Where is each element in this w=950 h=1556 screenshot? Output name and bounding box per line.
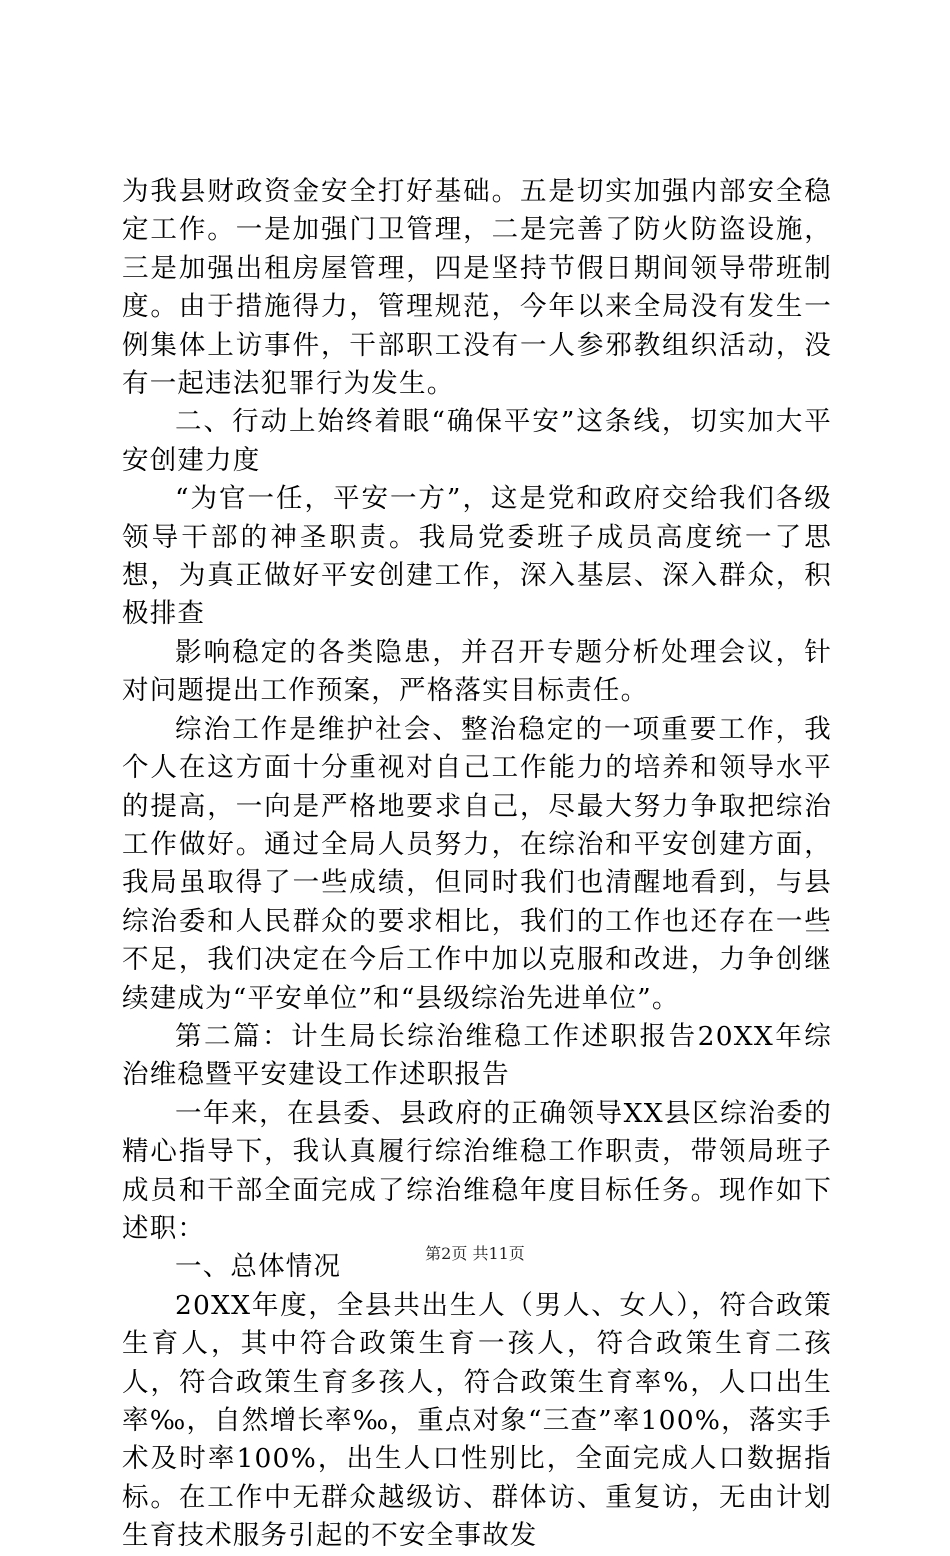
document-body bbox=[122, 173, 832, 1556]
section-heading-one: 一、总体情况 bbox=[175, 1251, 342, 1283]
paragraph: “为官一任，平安一方”，这是党和政府交给我们各级领导干部的神圣职责。我局党委班子成员高度统一了思想，为真正做好平安创建工作，深入基层、深入群众，积极排查 bbox=[122, 483, 832, 630]
section-heading-two: 二、行动上始终着眼“确保平安”这条线，切实加大平安创建力度 bbox=[122, 406, 832, 476]
paragraph-continuation: 为我县财政资金安全打好基础。五是切实加强内部安全稳定工作。一是加强门卫管理，二是完善了防火防盗设施，三是加强出租房屋管理，四是坚持节假日期间领导带班制度。由于措施得力，管理规范，今年以来全局没有发生一例集体上访事件，干部职工没有一人参邪教组织活动，没有一起违法犯罪行为发生。 bbox=[122, 176, 832, 400]
paragraph: 影响稳定的各类隐患，并召开专题分析处理会议，针对问题提出工作预案，严格落实目标责任。 bbox=[122, 636, 832, 707]
paragraph: 综治工作是维护社会、整治稳定的一项重要工作，我个人在这方面十分重视对自己工作能力的培养和领导水平的提高，一向是严格地要求自己，尽最大努力争取把综治工作做好。通过全局人员努力，在综治和平安创建方面，我局虽取得了一些成绩，但同时我们也清醒地看到，与县综治委和人民群众的要求相比，我们的工作也还存在一些不足，我们决定在今后工作中加以克服和改进，力争创继续建成为“平安单位”和“县级综治先进单位”。 bbox=[122, 713, 832, 1014]
chapter-title: 第二篇：计生局长综治维稳工作述职报告20XX年综治维稳暨平安建设工作述职报告 bbox=[122, 1020, 832, 1091]
page-number-footer: 第2页 共11页 bbox=[425, 1244, 525, 1263]
paragraph: 一年来，在县委、县政府的正确领导XX县区综治委的精心指导下，我认真履行综治维稳工作职责，带领局班子成员和干部全面完成了综治维稳年度目标任务。现作如下述职： bbox=[122, 1097, 832, 1244]
paragraph: 20XX年度，全县共出生人（男人、女人），符合政策生育人，其中符合政策生育一孩人，符合政策生育二孩人，符合政策生育多孩人，符合政策生育率%，人口出生率‰，自然增长率‰，重点对象“三查”率100%，落实手术及时率100%，出生人口性别比，全面完成人口数据指标。在工作中无群众越级访、群体访、重复访，无由计划生育技术服务引起的不安全事故发 bbox=[122, 1289, 832, 1552]
